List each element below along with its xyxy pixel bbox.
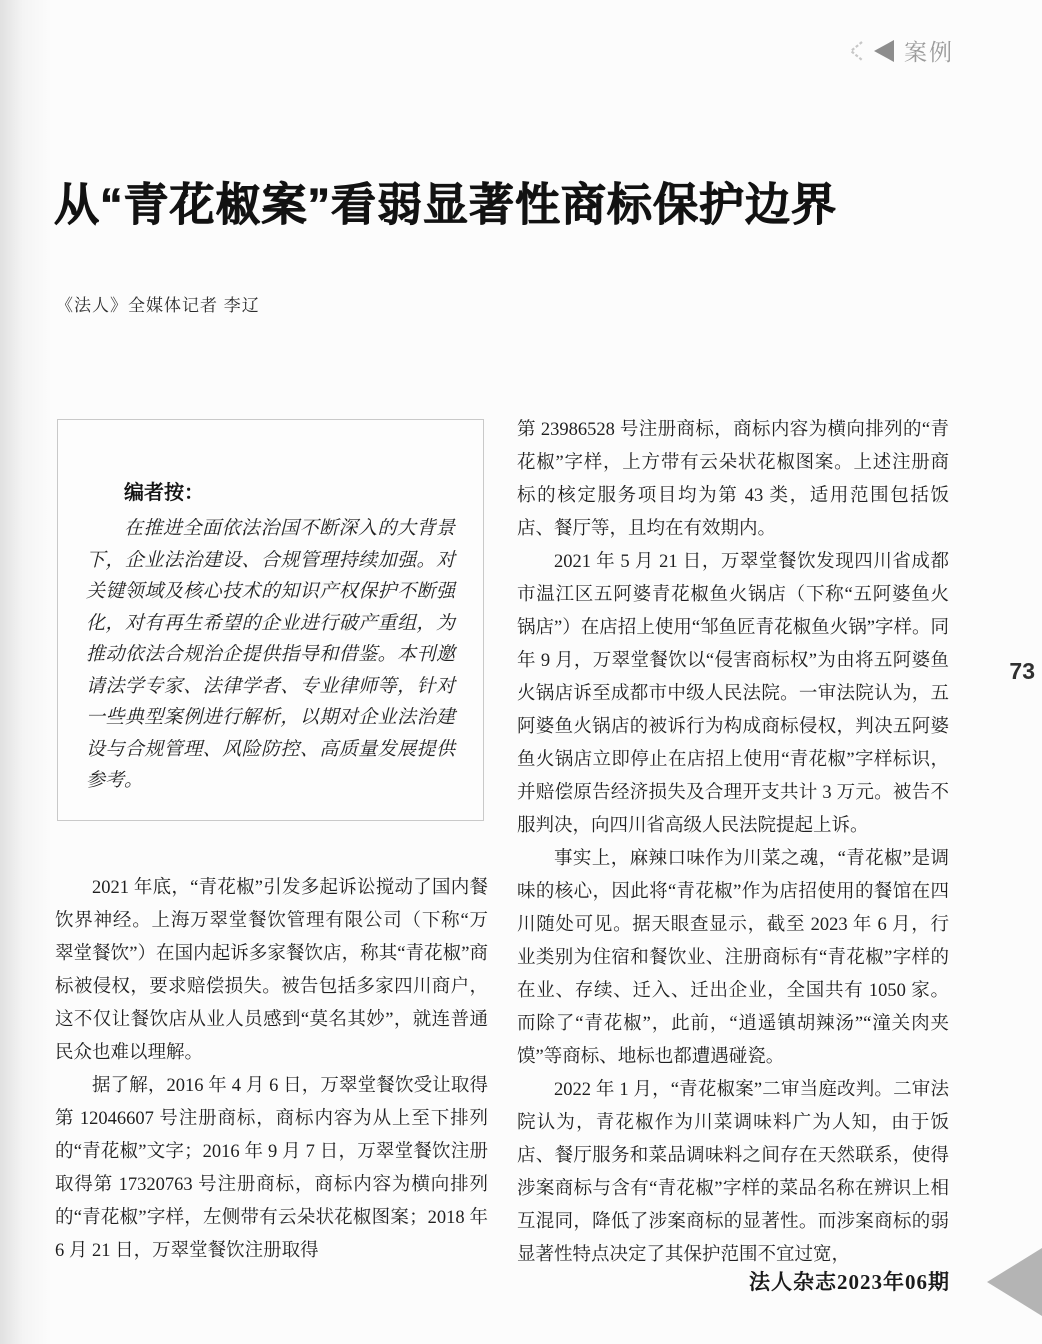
chevron-left-solid-icon <box>873 39 894 63</box>
page-header <box>848 34 954 67</box>
body-paragraph: 2022 年 1 月，“青花椒案”二审当庭改判。二审法院认为，青花椒作为川菜调味料广为人知，由于饭店、餐厅服务和菜品调味料之间存在天然联系，使得涉案商标与含有“青花椒”字样的菜品名称在辨识上相互混同，降低了涉案商标的显著性。而涉案商标的弱显著性特点决定了其保护范围不宜过宽， <box>517 1080 949 1265</box>
page-number-tab <box>987 1248 1042 1316</box>
body-paragraph: 据了解，2016 年 4 月 6 日，万翠堂餐饮受让取得第 12046607 号注册商标，商标内容为从上至下排列的“青花椒”文字；2016 年 9 月 7 日，万翠堂餐饮注册取得第 17320763 号注册商标，商标内容为横向排列的“青花椒”字样，左侧带有云朵状花椒图案；2018 年 6 月 21 日，万翠堂餐饮注册取得 <box>55 1076 488 1261</box>
editor-note-box <box>57 419 484 821</box>
body-paragraph: 事实上，麻辣口味作为川菜之魂，“青花椒”是调味的核心，因此将“青花椒”作为店招使用的餐馆在四川随处可见。据天眼查显示，截至 2023 年 6 月，行业类别为住宿和餐饮业、注册商标有“青花椒”字样的在业、存续、迁入、迁出企业，全国共有 1050 家。而除了“青花椒”，此前，“逍遥镇胡辣汤”“潼关肉夹馍”等商标、地标也都遭遇碰瓷。 <box>517 849 949 1067</box>
editor-note-body: 在推进全面依法治国不断深入的大背景下，企业法治建设、合规管理持续加强。对关键领域及核心技术的知识产权保护不断强化，对有再生希望的企业进行破产重组，为推动依法合规治企提供指导和借鉴。本刊邀请法学专家、法律学者、专业律师等，针对一些典型案例进行解析，以期对企业法治建设与合规管理、风险防控、高质量发展提供参考。 <box>86 518 455 791</box>
chevron-left-outline-icon <box>848 39 863 63</box>
section-label: 案例 <box>904 39 954 65</box>
page-number: 73 <box>1009 657 1035 684</box>
right-column <box>517 414 949 1272</box>
journal-issue: 法人杂志2023年06期 <box>749 1270 950 1294</box>
body-paragraph: 2021 年底，“青花椒”引发多起诉讼搅动了国内餐饮界神经。上海万翠堂餐饮管理有限公司（下称“万翠堂餐饮”）在国内起诉多家餐饮店，称其“青花椒”商标被侵权，要求赔偿损失。被告包括多家四川商户，这不仅让餐饮店从业人员感到“莫名其妙”，就连普通民众也难以理解。 <box>55 878 488 1063</box>
body-paragraph: 2021 年 5 月 21 日，万翠堂餐饮发现四川省成都市温江区五阿婆青花椒鱼火锅店（下称“五阿婆鱼火锅店”）在店招上使用“邹鱼匠青花椒鱼火锅”字样。同年 9 月，万翠堂餐饮以“侵害商标权”为由将五阿婆鱼火锅店诉至成都市中级人民法院。一审法院认为，五阿婆鱼火锅店的被诉行为构成商标侵权，判决五阿婆鱼火锅店立即停止在店招上使用“青花椒”字样标识，并赔偿原告经济损失及合理开支共计 3 万元。被告不服判决，向四川省高级人民法院提起上诉。 <box>517 552 949 836</box>
body-paragraph: 第 23986528 号注册商标，商标内容为横向排列的“青花椒”字样，上方带有云朵状花椒图案。上述注册商标的核定服务项目均为第 43 类，适用范围包括饭店、餐厅等，且均在有效期内。 <box>517 420 949 539</box>
left-column <box>55 872 488 1268</box>
page-footer <box>749 1266 950 1296</box>
article-byline: 《法人》全媒体记者 李辽 <box>56 296 260 315</box>
editor-note-label: 编者按： <box>124 482 204 504</box>
article-title: 从“青花椒案”看弱显著性商标保护边界 <box>54 179 838 230</box>
